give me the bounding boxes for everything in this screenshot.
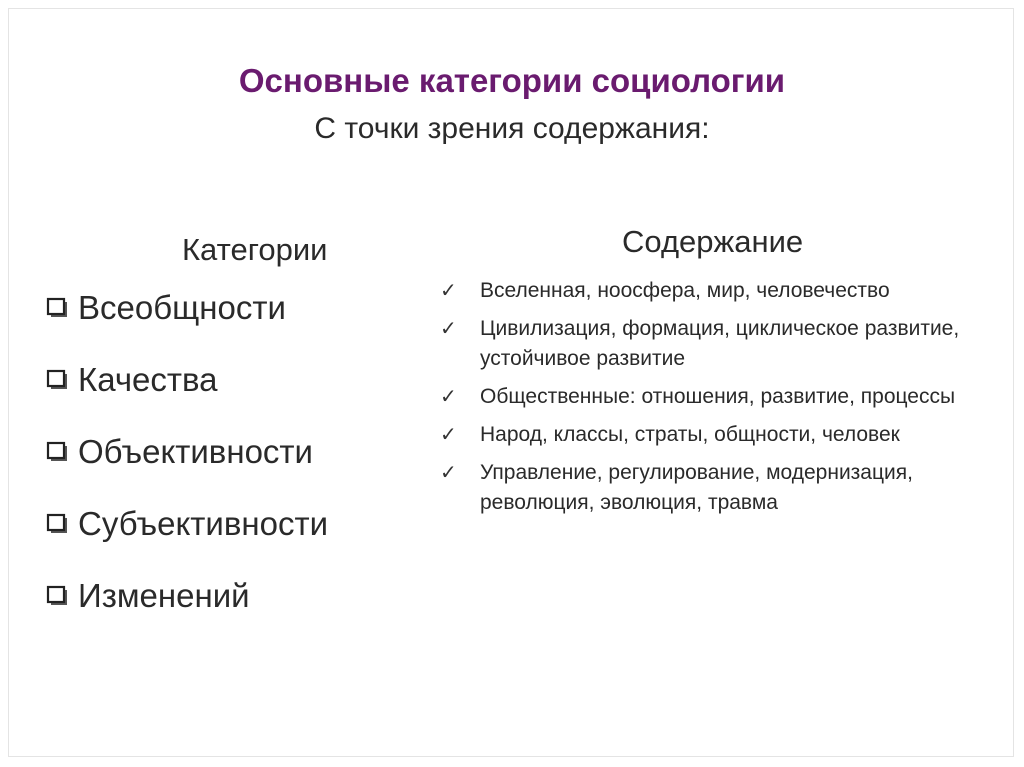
- slide-subtitle: С точки зрения содержания:: [314, 112, 710, 145]
- category-label: Изменений: [78, 577, 250, 614]
- checkmark-icon: ✓: [440, 424, 457, 446]
- content-list: [440, 276, 1015, 526]
- content-item: [440, 420, 1015, 450]
- category-item: [46, 362, 328, 398]
- category-label: Качества: [78, 361, 218, 398]
- checkmark-icon: ✓: [440, 280, 457, 302]
- category-item: [46, 506, 328, 542]
- categories-heading: Категории: [182, 232, 328, 267]
- checkmark-icon: ✓: [440, 318, 457, 340]
- checkbox-square-icon: [46, 297, 70, 319]
- checkbox-square-icon: [46, 369, 70, 391]
- category-item: [46, 578, 328, 614]
- category-label: Всеобщности: [78, 289, 286, 326]
- content-text: Народ, классы, страты, общности, человек: [480, 423, 900, 446]
- slide-title: Основные категории социологии: [238, 62, 786, 99]
- category-item: [46, 434, 328, 470]
- content-text: Общественные: отношения, развитие, процессы: [480, 385, 956, 408]
- content-item: [440, 458, 1015, 518]
- content-item: [440, 382, 1015, 412]
- checkbox-square-icon: [46, 585, 70, 607]
- checkbox-square-icon: [46, 513, 70, 535]
- content-item: [440, 276, 1015, 306]
- content-heading: Содержание: [622, 224, 804, 259]
- category-item: [46, 290, 328, 326]
- category-label: Субъективности: [78, 505, 328, 542]
- category-label: Объективности: [78, 433, 313, 470]
- content-text: Управление, регулирование, модернизация, революция, эволюция, травма: [480, 461, 913, 514]
- categories-list: [46, 290, 328, 650]
- content-text: Цивилизация, формация, циклическое развитие, устойчивое развитие: [480, 317, 960, 370]
- checkmark-icon: ✓: [440, 386, 457, 408]
- content-item: [440, 314, 1015, 374]
- checkmark-icon: ✓: [440, 462, 457, 484]
- checkbox-square-icon: [46, 441, 70, 463]
- content-text: Вселенная, ноосфера, мир, человечество: [480, 279, 890, 302]
